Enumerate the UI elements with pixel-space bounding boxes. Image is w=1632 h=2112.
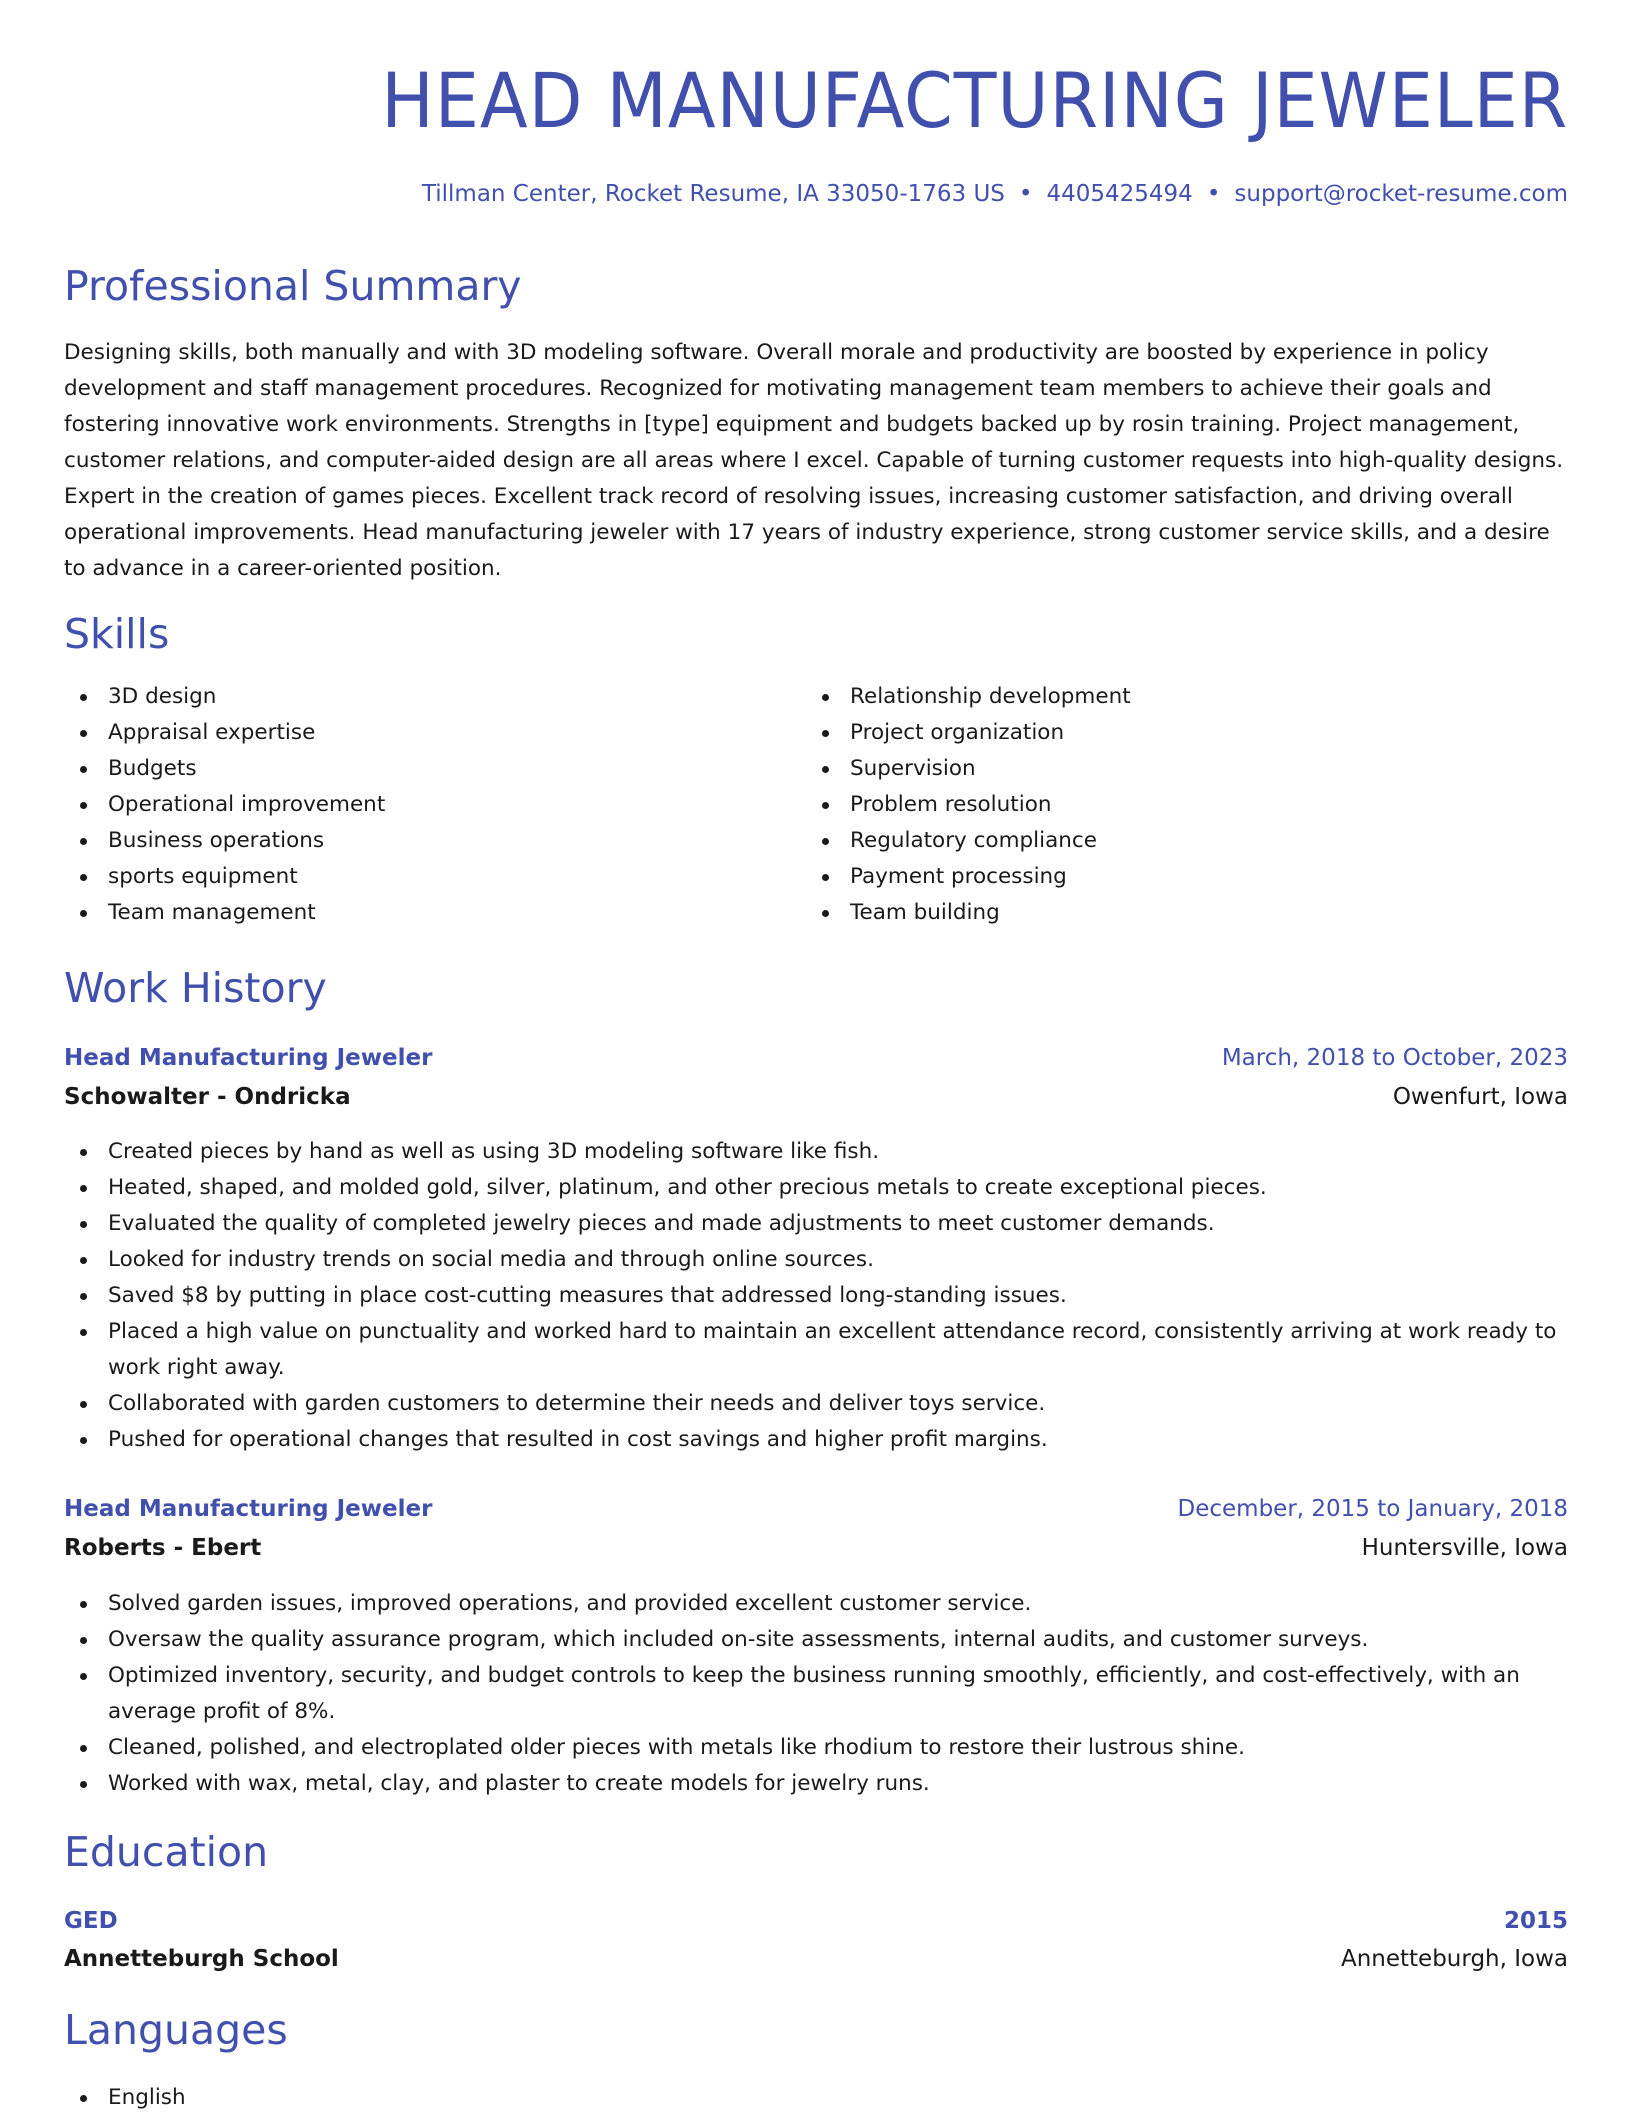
job-title: Head Manufacturing Jeweler [64,1496,433,1522]
skill-item: Team management [64,895,784,931]
job-dates: March, 2018 to October, 2023 [1221,1045,1568,1071]
skill-item: Team building [806,895,1526,931]
job-bullets [64,1586,1568,1802]
skills-heading: Skills [64,610,170,658]
job-bullet: Looked for industry trends on social media and through online sources. [64,1242,1568,1278]
job-bullet: Saved $8 by putting in place cost-cutting measures that addressed long-standing issues. [64,1278,1568,1314]
job-bullet: Collaborated with garden customers to determine their needs and deliver toys service. [64,1386,1568,1422]
job-bullet: Pushed for operational changes that resulted in cost savings and higher profit margins. [64,1422,1568,1458]
job-bullet: Evaluated the quality of completed jewelry pieces and made adjustments to meet customer demands. [64,1206,1568,1242]
skill-item: Regulatory compliance [806,823,1526,859]
job-location: Huntersville, Iowa [1361,1535,1568,1561]
contact-address: Tillman Center, Rocket Resume, IA 33050-1763 US [421,181,1005,207]
education-year: 2015 [1503,1908,1568,1934]
skill-item: Budgets [64,751,784,787]
job-bullet: Oversaw the quality assurance program, which included on-site assessments, internal audits, and customer surveys. [64,1622,1568,1658]
skill-item: Supervision [806,751,1526,787]
skill-item: Business operations [64,823,784,859]
work-history-heading: Work History [64,964,327,1012]
contact-separator: • [1206,181,1221,207]
skill-item: 3D design [64,679,784,715]
job-dates: December, 2015 to January, 2018 [1177,1496,1568,1522]
job-bullet: Placed a high value on punctuality and worked hard to maintain an excellent attendance record, consistently arriving at work ready to work right away. [64,1314,1568,1386]
job-location: Owenfurt, Iowa [1392,1084,1568,1110]
job-bullet: Cleaned, polished, and electroplated older pieces with metals like rhodium to restore their lustrous shine. [64,1730,1568,1766]
skill-item: Relationship development [806,679,1526,715]
job-title: Head Manufacturing Jeweler [64,1045,433,1071]
job-bullet: Created pieces by hand as well as using 3D modeling software like fish. [64,1134,1568,1170]
skill-item: Problem resolution [806,787,1526,823]
contact-phone: 4405425494 [1046,181,1193,207]
job-bullet: Optimized inventory, security, and budget controls to keep the business running smoothly, efficiently, and cost-effectively, with an average profit of 8%. [64,1658,1568,1730]
job-bullets [64,1134,1568,1458]
skill-item: Payment processing [806,859,1526,895]
summary-text: Designing skills, both manually and with 3D modeling software. Overall morale and productivity are boosted by experience in policy development and staff management procedures. Recognized for motivating management team members to achieve their goals and fostering innovative work environments. Strengths in [type] equipment and budgets backed up by rosin training. Project management, customer relations, and computer-aided design are all areas where I excel. Capable of turning customer requests into high-quality designs. Expert in the creation of games pieces. Excellent track record of resolving issues, increasing customer satisfaction, and driving overall operational improvements. Head manufacturing jeweler with 17 years of industry experience, strong customer service skills, and a desire to advance in a career-oriented position. [64,340,1564,581]
skill-item: Project organization [806,715,1526,751]
education-heading: Education [64,1828,269,1876]
candidate-name: HEAD MANUFACTURING JEWELER [380,56,1568,145]
education-degree: GED [64,1908,118,1934]
contact-separator: • [1018,181,1033,207]
job-company: Roberts - Ebert [64,1535,262,1561]
job-bullet: Solved garden issues, improved operations, and provided excellent customer service. [64,1586,1568,1622]
skill-item: Operational improvement [64,787,784,823]
skill-item: sports equipment [64,859,784,895]
languages-heading: Languages [64,2006,288,2054]
skills-list-left [64,679,784,931]
skills-list-right [806,679,1526,931]
job-bullet: Heated, shaped, and molded gold, silver, platinum, and other precious metals to create exceptional pieces. [64,1170,1568,1206]
education-school: Annetteburgh School [64,1946,339,1972]
skill-item: Appraisal expertise [64,715,784,751]
job-company: Schowalter - Ondricka [64,1084,351,1110]
contact-line [422,181,1568,207]
contact-email[interactable]: support@rocket-resume.com [1234,181,1568,207]
summary-heading: Professional Summary [64,262,522,310]
language-item: English [64,2080,784,2112]
job-bullet: Worked with wax, metal, clay, and plaster to create models for jewelry runs. [64,1766,1568,1802]
education-location: Annetteburgh, Iowa [1340,1946,1568,1972]
languages-list [64,2080,784,2112]
